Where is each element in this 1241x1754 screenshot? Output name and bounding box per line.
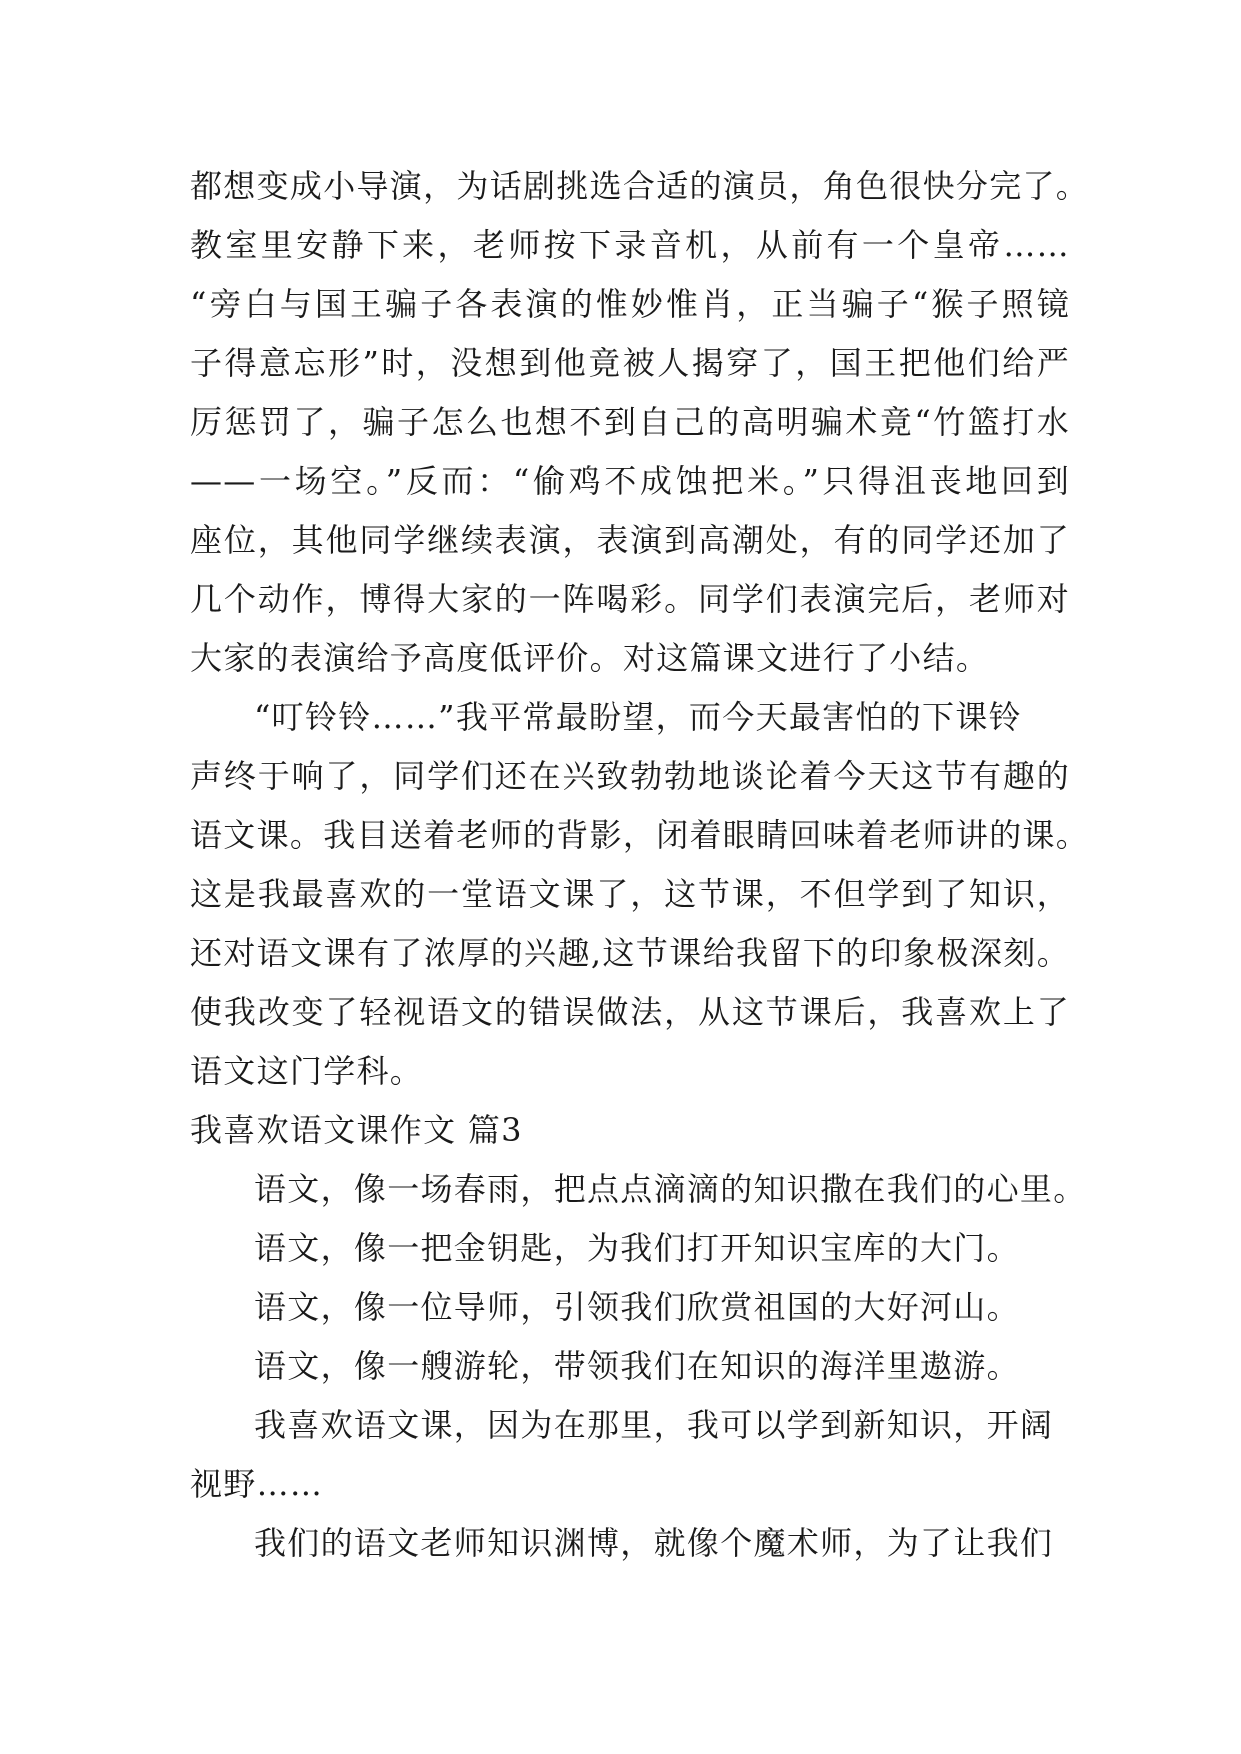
paragraph-7 <box>190 1396 1070 1514</box>
text-line: 座位，其他同学继续表演，表演到高潮处，有的同学还加了 <box>190 521 1070 559</box>
paragraph-8 <box>190 1514 1070 1573</box>
paragraph-1 <box>190 157 1090 688</box>
paragraph-4 <box>190 1219 1070 1278</box>
text-line: 这是我最喜欢的一堂语文课了，这节课，不但学到了知识， <box>190 875 1070 913</box>
text-line: 声终于响了，同学们还在兴致勃勃地谈论着今天这节有趣的 <box>190 757 1070 795</box>
text-line: “旁白与国王骗子各表演的惟妙惟肖，正当骗子“猴子照镜 <box>190 285 1070 323</box>
text-line: ——一场空。”反而：“偷鸡不成蚀把米。”只得沮丧地回到 <box>190 462 1070 500</box>
text-line: 使我改变了轻视语文的错误做法，从这节课后，我喜欢上了 <box>190 993 1070 1031</box>
text-line: 语文这门学科。 <box>190 1052 424 1090</box>
text-line: “叮铃铃……”我平常最盼望，而今天最害怕的下课铃 <box>254 698 1022 736</box>
text-line: 语文，像一位导师，引领我们欣赏祖国的大好河山。 <box>254 1288 1020 1326</box>
text-line: 语文，像一把金钥匙，为我们打开知识宝库的大门。 <box>254 1229 1020 1267</box>
text-line: 教室里安静下来，老师按下录音机，从前有一个皇帝…… <box>190 226 1070 264</box>
text-line: 厉惩罚了，骗子怎么也想不到自己的高明骗术竟“竹篮打水 <box>190 403 1070 441</box>
text-line: 都想变成小导演，为话剧挑选合适的演员，角色很快分完了。 <box>190 167 1090 205</box>
paragraph-5 <box>190 1278 1070 1337</box>
text-line: 语文，像一艘游轮，带领我们在知识的海洋里遨游。 <box>254 1347 1020 1385</box>
text-line: 大家的表演给予高度低评价。对这篇课文进行了小结。 <box>190 639 990 677</box>
text-line: 视野…… <box>190 1465 324 1503</box>
text-line: 我喜欢语文课，因为在那里，我可以学到新知识，开阔 <box>254 1406 1054 1444</box>
text-line: 几个动作，博得大家的一阵喝彩。同学们表演完后，老师对 <box>190 580 1070 618</box>
section-heading: 我喜欢语文课作文 篇3 <box>190 1111 523 1149</box>
document-body <box>190 157 1090 1573</box>
paragraph-6 <box>190 1337 1070 1396</box>
text-line: 还对语文课有了浓厚的兴趣,这节课给我留下的印象极深刻。 <box>190 934 1070 972</box>
text-line: 我们的语文老师知识渊博，就像个魔术师，为了让我们 <box>254 1524 1054 1562</box>
paragraph-3 <box>190 1160 1087 1219</box>
text-line: 子得意忘形”时，没想到他竟被人揭穿了，国王把他们给严 <box>190 344 1070 382</box>
paragraph-2 <box>190 688 1090 1101</box>
text-line: 语文课。我目送着老师的背影，闭着眼睛回味着老师讲的课。 <box>190 816 1090 854</box>
text-line: 语文，像一场春雨，把点点滴滴的知识撒在我们的心里。 <box>254 1170 1087 1208</box>
